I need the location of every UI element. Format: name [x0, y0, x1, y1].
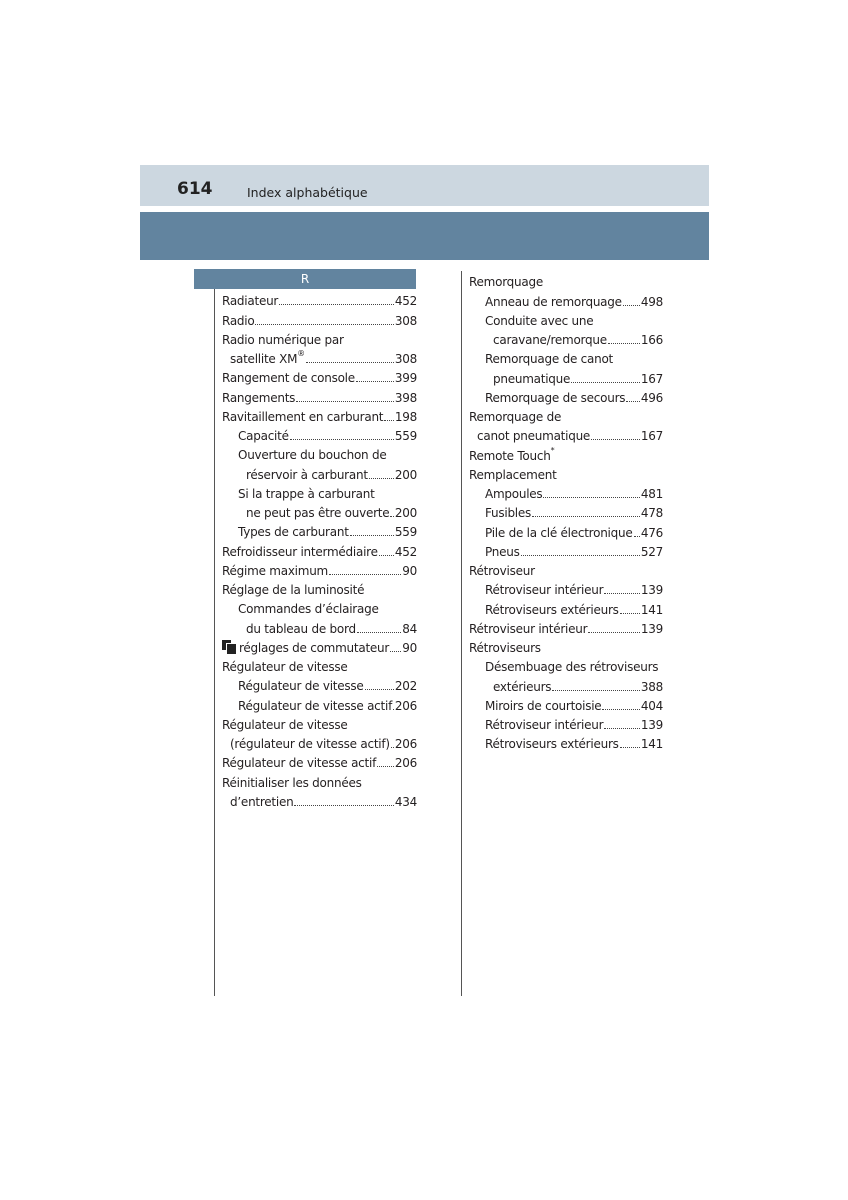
dot-leader	[532, 516, 640, 517]
index-entry	[485, 539, 663, 558]
index-entry-page: 404	[640, 698, 663, 713]
index-entry-term	[485, 353, 613, 365]
index-entry-term	[222, 757, 376, 769]
index-entry	[469, 404, 561, 423]
index-entry	[477, 423, 663, 442]
index-entry-text: Remorquage de canot	[485, 352, 613, 367]
index-entry-text: Pneus	[485, 544, 520, 559]
dot-leader	[384, 420, 394, 421]
index-entry-text: caravane/remorque	[493, 333, 607, 348]
dot-leader	[623, 305, 640, 306]
dot-leader	[591, 439, 640, 440]
index-entry	[246, 500, 417, 519]
index-entry-page: 200	[394, 467, 417, 482]
index-entry-text: Anneau de remorquage	[485, 294, 622, 309]
dot-leader	[391, 747, 394, 748]
index-entry-text: Réglage de la luminosité	[222, 583, 365, 598]
index-entry-page: 206	[394, 756, 417, 771]
index-entry-term	[485, 700, 601, 712]
index-entry-page: 399	[394, 371, 417, 386]
book-icon	[222, 640, 236, 653]
index-letter-heading: R	[194, 269, 416, 289]
index-entry-superscript: *	[550, 445, 555, 455]
index-entry-page: 478	[640, 506, 663, 521]
dot-leader	[620, 613, 640, 614]
index-entry	[222, 384, 417, 403]
index-entry-term	[230, 796, 293, 808]
index-entry-term	[222, 334, 344, 346]
index-entry	[222, 635, 417, 654]
index-entry-text: Types de carburant	[238, 525, 349, 540]
index-entry-term	[469, 642, 541, 654]
dot-leader	[296, 401, 394, 402]
index-entry	[222, 654, 348, 673]
dot-leader	[329, 574, 401, 575]
dot-leader	[377, 766, 394, 767]
index-entry-term	[238, 680, 364, 692]
page-header	[140, 165, 709, 206]
dot-leader	[290, 439, 394, 440]
index-entry-term	[485, 488, 542, 500]
index-entry	[469, 616, 663, 635]
index-entry-text: Rangement de console	[222, 371, 355, 386]
index-entry-text: Régulateur de vitesse	[222, 660, 348, 675]
index-entry-text: Remorquage de	[469, 410, 562, 425]
index-entry-text: ne peut pas être ouverte	[246, 506, 390, 521]
index-entry-page: 141	[640, 602, 663, 617]
dot-leader	[604, 593, 640, 594]
index-entry-page: 434	[394, 794, 417, 809]
index-entry-term	[230, 738, 390, 750]
index-entry-term	[469, 565, 535, 577]
index-entry-term	[469, 411, 561, 423]
index-entry-term	[222, 411, 383, 423]
dot-leader	[604, 728, 640, 729]
index-entry	[222, 577, 364, 596]
index-entry	[238, 442, 386, 461]
index-entry-term	[493, 373, 570, 385]
index-entry	[230, 346, 417, 365]
index-entry	[222, 327, 344, 346]
index-entry	[238, 673, 417, 692]
index-entry-term	[222, 661, 348, 673]
index-entry-text: Rétroviseurs	[469, 641, 541, 656]
index-entry-text: Ravitaillement en carburant	[222, 409, 384, 424]
index-entry	[469, 442, 554, 461]
index-entry	[222, 712, 348, 731]
index-entry-term	[493, 681, 551, 693]
index-entry	[238, 519, 417, 538]
index-entry-text: canot pneumatique	[477, 429, 591, 444]
index-entry-text: réservoir à carburant	[246, 467, 368, 482]
index-entry-text: satellite XM	[230, 352, 298, 367]
dot-leader	[602, 709, 639, 710]
index-entry	[222, 404, 417, 423]
index-entry	[230, 731, 417, 750]
index-entry-term	[238, 603, 379, 615]
dot-leader	[634, 536, 640, 537]
dot-leader	[369, 478, 394, 479]
index-entry-term	[485, 738, 619, 750]
dot-leader	[393, 709, 394, 710]
index-entry-page: 388	[640, 679, 663, 694]
index-entry-page: 206	[394, 698, 417, 713]
index-entry-text: Régulateur de vitesse	[222, 717, 348, 732]
index-entry-term	[222, 719, 348, 731]
index-entry-page: 481	[640, 487, 663, 502]
index-entry-page: 496	[640, 390, 663, 405]
index-entry	[230, 789, 417, 808]
index-entry-text: Fusibles	[485, 506, 532, 521]
index-entry	[485, 500, 663, 519]
index-entry-page: 141	[640, 737, 663, 752]
index-entry-term	[246, 469, 368, 481]
index-entry	[485, 596, 663, 615]
index-entry	[485, 288, 663, 307]
index-entry-text: Radiateur	[222, 294, 279, 309]
index-entry-term	[469, 276, 543, 288]
index-entry-page: 90	[402, 563, 417, 578]
index-entry-term	[222, 584, 364, 596]
index-entry-page: 476	[640, 525, 663, 540]
index-entry	[469, 269, 543, 288]
index-entry-term	[222, 372, 355, 384]
index-entry-text: Radio	[222, 313, 255, 328]
index-entry	[469, 558, 535, 577]
index-entry-text: Ouverture du bouchon de	[238, 448, 387, 463]
index-entry	[485, 577, 663, 596]
dot-leader	[357, 632, 401, 633]
index-entry-superscript: ®	[297, 349, 305, 359]
index-entry-page: 198	[394, 409, 417, 424]
index-entry-text: extérieurs	[493, 679, 552, 694]
index-entry	[246, 615, 417, 634]
index-entry-text: (régulateur de vitesse actif)	[230, 737, 390, 752]
index-entry-term	[238, 488, 375, 500]
index-entry-text: Commandes d’éclairage	[238, 602, 379, 617]
index-entry-text: Rétroviseur	[469, 564, 535, 579]
index-entry-term	[238, 430, 289, 442]
index-entry	[485, 712, 663, 731]
index-entry-text: Remplacement	[469, 467, 557, 482]
index-entry	[485, 385, 663, 404]
dot-leader	[543, 497, 639, 498]
index-entry-term	[230, 349, 305, 367]
index-entry-text: Régulateur de vitesse actif	[222, 756, 377, 771]
index-entry-text: Remote Touch	[469, 448, 551, 463]
index-entry-text: Remorquage	[469, 275, 544, 290]
index-entry-term	[222, 295, 278, 307]
dot-leader	[255, 324, 393, 325]
index-entry	[246, 461, 417, 480]
dot-leader	[620, 747, 640, 748]
index-entry-text: Rétroviseur intérieur	[485, 718, 604, 733]
index-entry-page: 498	[640, 294, 663, 309]
index-entry-term	[477, 430, 590, 442]
index-entry-text: d’entretien	[230, 794, 294, 809]
dot-leader	[356, 381, 394, 382]
page-number: 614	[177, 179, 213, 199]
index-entry-text: Régulateur de vitesse	[238, 679, 364, 694]
index-entry-term	[485, 661, 658, 673]
index-entry	[485, 519, 663, 538]
dot-leader	[390, 516, 393, 517]
index-entry-term	[246, 507, 389, 519]
index-entry-page: 559	[394, 525, 417, 540]
index-entry-page: 452	[394, 294, 417, 309]
index-entry-text: pneumatique	[493, 371, 571, 386]
index-entry-term	[493, 334, 607, 346]
index-entry-term	[469, 445, 555, 463]
index-entry-term	[222, 565, 328, 577]
dot-leader	[552, 690, 640, 691]
index-entry	[485, 308, 593, 327]
index-entry	[238, 423, 417, 442]
index-entry-text: du tableau de bord	[246, 621, 356, 636]
index-entry	[493, 673, 663, 692]
index-entry-text: Rétroviseur intérieur	[485, 583, 604, 598]
index-entry-term	[469, 623, 587, 635]
index-entry	[485, 481, 663, 500]
index-entry-page: 308	[394, 313, 417, 328]
index-entry-text: Rétroviseur intérieur	[469, 621, 588, 636]
index-entry-term	[485, 315, 593, 327]
index-entry-page: 90	[402, 640, 417, 655]
index-entry-term	[238, 700, 392, 712]
index-entry-text: Capacité	[238, 429, 289, 444]
index-entry-term	[485, 584, 603, 596]
index-entry	[485, 654, 658, 673]
index-entry-page: 200	[394, 506, 417, 521]
index-entry-text: Refroidisseur intermédiaire	[222, 544, 378, 559]
index-entry-text: Réinitialiser les données	[222, 775, 362, 790]
index-entry-term	[469, 469, 557, 481]
index-entry	[222, 288, 417, 307]
index-entry-term	[485, 719, 603, 731]
dot-leader	[608, 343, 640, 344]
index-entry-term	[222, 639, 389, 654]
dot-leader	[521, 555, 640, 556]
section-title: Index alphabétique	[247, 185, 368, 200]
index-entry-term	[222, 546, 378, 558]
index-entry-text: Remorquage de secours	[485, 390, 626, 405]
index-entry-page: 167	[640, 371, 663, 386]
index-entry-page: 202	[394, 679, 417, 694]
index-entry-term	[238, 449, 386, 461]
index-entry	[485, 346, 613, 365]
header-color-band	[140, 212, 709, 260]
index-entry-term	[222, 315, 254, 327]
index-entry	[222, 538, 417, 557]
index-entry-term	[238, 526, 349, 538]
index-entry-text: Radio numérique par	[222, 332, 344, 347]
index-entry-term	[246, 623, 356, 635]
index-entry-text: Rangements	[222, 390, 296, 405]
index-entry-page: 139	[640, 583, 663, 598]
index-entry	[238, 481, 375, 500]
dot-leader	[365, 689, 394, 690]
index-entry	[238, 692, 417, 711]
dot-leader	[571, 382, 640, 383]
index-entry	[222, 365, 417, 384]
left-column-rule	[214, 289, 215, 996]
index-entry-page: 166	[640, 333, 663, 348]
index-entry-term	[485, 527, 633, 539]
right-column-rule	[461, 271, 462, 996]
index-entry-text: Pile de la clé électronique	[485, 525, 633, 540]
index-entry-term	[222, 777, 362, 789]
index-entry	[485, 731, 663, 750]
index-entry-text: Conduite avec une	[485, 313, 594, 328]
index-entry-page: 527	[640, 544, 663, 559]
index-entry-page: 139	[640, 621, 663, 636]
index-entry-page: 139	[640, 718, 663, 733]
index-entry	[493, 365, 663, 384]
dot-leader	[390, 651, 401, 652]
index-entry	[222, 558, 417, 577]
index-entry-term	[485, 392, 625, 404]
index-entry-page: 308	[394, 352, 417, 367]
index-entry-page: 452	[394, 544, 417, 559]
index-entry-term	[485, 507, 531, 519]
index-entry-text: Régulateur de vitesse actif	[238, 698, 393, 713]
index-entry	[222, 750, 417, 769]
index-entry-term	[485, 546, 520, 558]
index-entry	[469, 635, 541, 654]
index-entry	[469, 462, 557, 481]
index-entry-text: réglages de commutateur	[239, 640, 390, 655]
index-entry-page: 84	[402, 621, 417, 636]
dot-leader	[626, 401, 640, 402]
index-entry-text: Miroirs de courtoisie	[485, 698, 602, 713]
index-entry-text: Rétroviseurs extérieurs	[485, 602, 619, 617]
index-entry	[222, 769, 362, 788]
index-entry-term	[222, 392, 295, 404]
index-entry-term	[485, 296, 622, 308]
index-entry-page: 206	[394, 737, 417, 752]
index-entry-page: 167	[640, 429, 663, 444]
dot-leader	[306, 362, 394, 363]
dot-leader	[379, 555, 394, 556]
index-entry-term	[485, 604, 619, 616]
dot-leader	[279, 304, 394, 305]
index-entry	[493, 327, 663, 346]
index-entry	[238, 596, 379, 615]
index-entry-text: Désembuage des rétroviseurs	[485, 660, 659, 675]
index-entry-page: 559	[394, 429, 417, 444]
dot-leader	[588, 632, 640, 633]
index-entry	[485, 693, 663, 712]
index-entry-text: Si la trappe à carburant	[238, 486, 375, 501]
dot-leader	[294, 805, 393, 806]
index-entry-text: Rétroviseurs extérieurs	[485, 737, 619, 752]
index-entry	[222, 307, 417, 326]
index-entry-text: Régime maximum	[222, 563, 328, 578]
dot-leader	[350, 535, 394, 536]
index-entry-text: Ampoules	[485, 487, 543, 502]
index-entry-page: 398	[394, 390, 417, 405]
